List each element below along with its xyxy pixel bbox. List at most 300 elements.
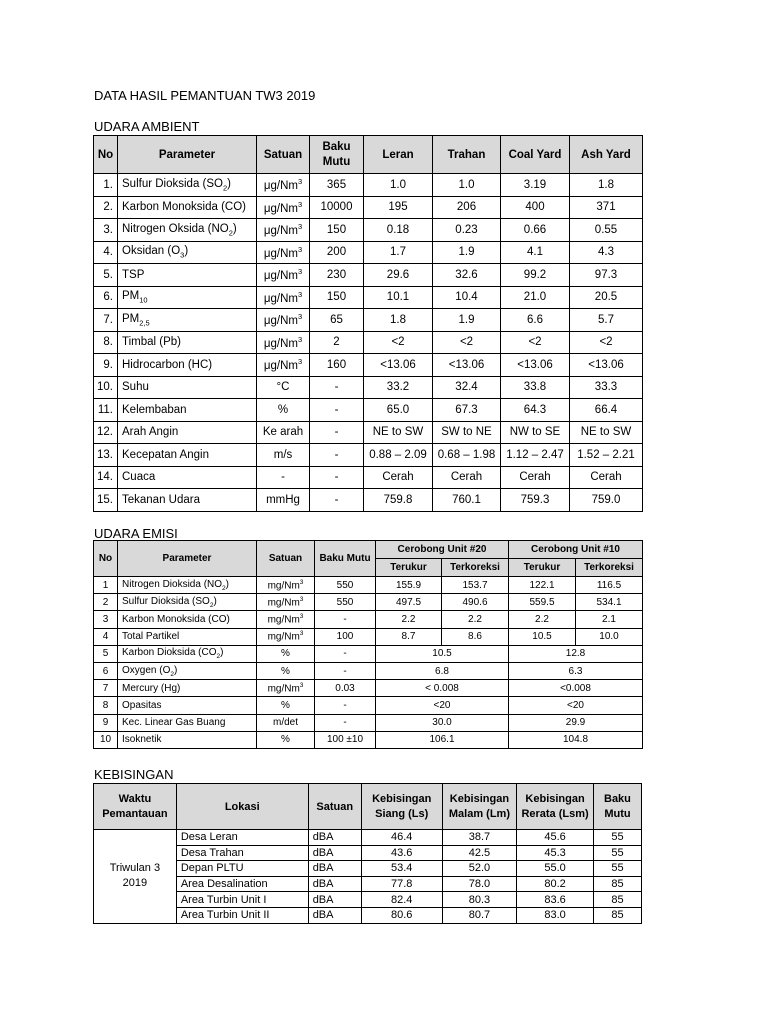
- header-cerobong-10: Cerobong Unit #10: [509, 541, 643, 559]
- baku-mutu-cell: 150: [310, 286, 364, 309]
- unit-superscript: 3: [299, 596, 304, 604]
- parameter-cell: [118, 219, 257, 242]
- table-row: [94, 611, 643, 628]
- ash-yard-cell: 4.3: [570, 241, 643, 264]
- unit-superscript: 3: [297, 357, 303, 367]
- parameter-cell: [118, 376, 257, 399]
- terukur-20-cell: 497.5: [376, 594, 442, 611]
- no-cell: 5.: [94, 264, 118, 287]
- rerata-cell: 83.6: [517, 892, 594, 908]
- parameter-cell: [118, 399, 257, 422]
- unit-text: mg/Nm: [267, 683, 300, 695]
- cerobong-20-cell: <20: [376, 697, 509, 714]
- baku-mutu-cell: -: [310, 444, 364, 467]
- unit-text: μg/Nm: [263, 337, 298, 350]
- header-trahan: Trahan: [433, 136, 501, 174]
- ash-yard-cell: 33.3: [570, 376, 643, 399]
- unit-cell: [257, 264, 310, 287]
- parameter-tail: ): [184, 245, 189, 258]
- baku-mutu-cell: 55: [593, 845, 641, 861]
- parameter-text: Sulfur Dioksida (SO: [122, 177, 223, 190]
- table-row: [94, 196, 643, 219]
- parameter-text: Cuaca: [122, 471, 156, 484]
- baku-mutu-cell: -: [310, 421, 364, 444]
- coal-yard-cell: 400: [501, 196, 570, 219]
- unit-cell: [257, 241, 310, 264]
- no-cell: 15.: [94, 489, 118, 512]
- leran-cell: 10.1: [364, 286, 433, 309]
- unit-superscript: 3: [297, 244, 303, 254]
- no-cell: 1.: [94, 174, 118, 197]
- header-satuan: Satuan: [257, 541, 315, 577]
- parameter-cell: [118, 241, 257, 264]
- unit-cell: [257, 577, 315, 594]
- parameter-tail: ): [213, 595, 217, 607]
- unit-cell: [257, 731, 315, 748]
- lokasi-cell: Desa Trahan: [176, 845, 308, 861]
- cerobong-10-cell: 12.8: [509, 645, 643, 662]
- no-cell: 5: [94, 645, 118, 662]
- table-row: [94, 845, 642, 861]
- header-malam: Kebisingan Malam (Lm): [442, 784, 517, 830]
- unit-cell: [257, 489, 310, 512]
- parameter-cell: [118, 196, 257, 219]
- unit-superscript: 3: [297, 177, 303, 187]
- ash-yard-cell: 1.8: [570, 174, 643, 197]
- ash-yard-cell: 5.7: [570, 309, 643, 332]
- parameter-cell: [118, 680, 257, 697]
- leran-cell: 1.7: [364, 241, 433, 264]
- parameter-cell: [118, 731, 257, 748]
- table-row: [94, 399, 643, 422]
- baku-mutu-cell: 100: [315, 628, 376, 645]
- terkoreksi-20-cell: 490.6: [442, 594, 509, 611]
- leran-cell: 1.8: [364, 309, 433, 332]
- no-cell: 8: [94, 697, 118, 714]
- parameter-subscript: 2: [209, 601, 214, 609]
- unit-superscript: 3: [297, 312, 303, 322]
- lokasi-cell: Desa Leran: [176, 830, 308, 846]
- parameter-text: Arah Angin: [122, 426, 179, 439]
- malam-cell: 42.5: [442, 845, 517, 861]
- table-row: [94, 331, 643, 354]
- header-terkoreksi-10: Terkoreksi: [576, 559, 643, 577]
- baku-mutu-cell: 160: [310, 354, 364, 377]
- table-row: [94, 264, 643, 287]
- parameter-cell: [118, 489, 257, 512]
- leran-cell: 29.6: [364, 264, 433, 287]
- coal-yard-cell: 3.19: [501, 174, 570, 197]
- siang-cell: 53.4: [361, 861, 442, 877]
- unit-text: mg/Nm: [267, 597, 300, 609]
- baku-mutu-cell: 65: [310, 309, 364, 332]
- terukur-10-cell: 2.2: [509, 611, 576, 628]
- parameter-text: PM: [122, 312, 140, 325]
- baku-mutu-cell: -: [310, 376, 364, 399]
- unit-text: μg/Nm: [263, 180, 298, 193]
- table-row: [94, 594, 643, 611]
- ash-yard-cell: 0.55: [570, 219, 643, 242]
- no-cell: 7.: [94, 309, 118, 332]
- coal-yard-cell: 0.66: [501, 219, 570, 242]
- leran-cell: Cerah: [364, 466, 433, 489]
- table-row: [94, 697, 643, 714]
- header-baku-mutu: Baku Mutu: [315, 541, 376, 577]
- ash-yard-cell: 66.4: [570, 399, 643, 422]
- leran-cell: 33.2: [364, 376, 433, 399]
- coal-yard-cell: 99.2: [501, 264, 570, 287]
- table-row: [94, 662, 643, 679]
- trahan-cell: 206: [433, 196, 501, 219]
- terkoreksi-20-cell: 8.6: [442, 628, 509, 645]
- unit-text: m/det: [272, 717, 298, 729]
- ambient-table: [93, 135, 643, 512]
- unit-superscript: 3: [297, 222, 303, 232]
- leran-cell: 1.0: [364, 174, 433, 197]
- unit-text: m/s: [273, 448, 293, 461]
- baku-mutu-cell: 230: [310, 264, 364, 287]
- parameter-cell: [118, 645, 257, 662]
- terukur-20-cell: 8.7: [376, 628, 442, 645]
- ash-yard-cell: 97.3: [570, 264, 643, 287]
- table-row: [94, 309, 643, 332]
- table-row: [94, 466, 643, 489]
- unit-cell: [257, 662, 315, 679]
- baku-mutu-cell: 150: [310, 219, 364, 242]
- header-no: No: [94, 136, 118, 174]
- header-satuan: Satuan: [257, 136, 310, 174]
- table-row: [94, 354, 643, 377]
- trahan-cell: 1.9: [433, 241, 501, 264]
- parameter-subscript: 2: [228, 227, 233, 237]
- table-row: [94, 241, 643, 264]
- unit-text: mg/Nm: [267, 580, 300, 592]
- parameter-cell: [118, 628, 257, 645]
- kebisingan-table: [93, 783, 642, 924]
- coal-yard-cell: <2: [501, 331, 570, 354]
- baku-mutu-cell: 0.03: [315, 680, 376, 697]
- parameter-cell: [118, 286, 257, 309]
- parameter-cell: [118, 354, 257, 377]
- header-waktu: Waktu Pemantauan: [94, 784, 177, 830]
- leran-cell: NE to SW: [364, 421, 433, 444]
- section-title-emisi: UDARA EMISI: [94, 526, 178, 541]
- table-row: [94, 376, 643, 399]
- header-parameter: Parameter: [118, 136, 257, 174]
- coal-yard-cell: 1.12 – 2.47: [501, 444, 570, 467]
- table-row: [94, 444, 643, 467]
- table-row: [94, 830, 642, 846]
- no-cell: 10.: [94, 376, 118, 399]
- parameter-text: Sulfur Dioksida (SO: [122, 595, 210, 607]
- no-cell: 4.: [94, 241, 118, 264]
- parameter-cell: [118, 331, 257, 354]
- unit-text: mmHg: [266, 493, 300, 506]
- coal-yard-cell: <13.06: [501, 354, 570, 377]
- baku-mutu-cell: -: [315, 714, 376, 731]
- baku-mutu-cell: 85: [593, 876, 641, 892]
- parameter-text: Karbon Dioksida (CO: [122, 647, 217, 659]
- leran-cell: 759.8: [364, 489, 433, 512]
- parameter-text: Timbal (Pb): [122, 336, 181, 349]
- satuan-cell: dBA: [308, 830, 361, 846]
- unit-superscript: 3: [299, 682, 304, 690]
- table-row: [94, 714, 643, 731]
- unit-text: μg/Nm: [263, 360, 298, 373]
- parameter-text: Nitrogen Dioksida (NO: [122, 578, 223, 590]
- baku-mutu-cell: 550: [315, 594, 376, 611]
- ash-yard-cell: 20.5: [570, 286, 643, 309]
- cerobong-10-cell: <0.008: [509, 680, 643, 697]
- header-lokasi: Lokasi: [176, 784, 308, 830]
- unit-text: %: [281, 648, 290, 660]
- unit-text: mg/Nm: [267, 631, 300, 643]
- parameter-subscript: 10: [139, 295, 148, 305]
- no-cell: 1: [94, 577, 118, 594]
- parameter-tail: ): [220, 647, 224, 659]
- no-cell: 12.: [94, 421, 118, 444]
- leran-cell: <2: [364, 331, 433, 354]
- header-ash-yard: Ash Yard: [570, 136, 643, 174]
- lokasi-cell: Area Desalination: [176, 876, 308, 892]
- parameter-cell: [118, 594, 257, 611]
- trahan-cell: <13.06: [433, 354, 501, 377]
- trahan-cell: 1.9: [433, 309, 501, 332]
- header-baku-mutu: Baku Mutu: [310, 136, 364, 174]
- trahan-cell: Cerah: [433, 466, 501, 489]
- unit-text: μg/Nm: [263, 270, 298, 283]
- unit-cell: [257, 174, 310, 197]
- header-satuan: Satuan: [308, 784, 361, 830]
- leran-cell: 0.88 – 2.09: [364, 444, 433, 467]
- cerobong-10-cell: 29.9: [509, 714, 643, 731]
- no-cell: 3: [94, 611, 118, 628]
- unit-text: %: [281, 665, 290, 677]
- rerata-cell: 55.0: [517, 861, 594, 877]
- baku-mutu-cell: -: [310, 399, 364, 422]
- ambient-header-row: [94, 136, 643, 174]
- cerobong-10-cell: 104.8: [509, 731, 643, 748]
- parameter-text: Mercury (Hg): [122, 682, 181, 694]
- baku-mutu-cell: 365: [310, 174, 364, 197]
- terukur-20-cell: 2.2: [376, 611, 442, 628]
- unit-cell: [257, 196, 310, 219]
- page-title: DATA HASIL PEMANTUAN TW3 2019: [94, 88, 316, 103]
- malam-cell: 52.0: [442, 861, 517, 877]
- terkoreksi-20-cell: 2.2: [442, 611, 509, 628]
- baku-mutu-cell: 85: [593, 907, 641, 923]
- unit-text: -: [281, 471, 285, 484]
- ash-yard-cell: <13.06: [570, 354, 643, 377]
- parameter-tail: ): [225, 578, 230, 590]
- parameter-text: Hidrocarbon (HC): [122, 358, 213, 371]
- parameter-text: TSP: [122, 268, 145, 281]
- baku-mutu-cell: -: [310, 489, 364, 512]
- ash-yard-cell: NE to SW: [570, 421, 643, 444]
- table-row: [94, 680, 643, 697]
- header-rerata: Kebisingan Rerata (Lsm): [517, 784, 594, 830]
- table-row: [94, 628, 643, 645]
- coal-yard-cell: 33.8: [501, 376, 570, 399]
- unit-cell: [257, 680, 315, 697]
- unit-text: μg/Nm: [263, 225, 298, 238]
- baku-mutu-cell: 100 ±10: [315, 731, 376, 748]
- parameter-cell: [118, 611, 257, 628]
- unit-cell: [257, 399, 310, 422]
- header-no: No: [94, 541, 118, 577]
- unit-superscript: 3: [299, 630, 304, 638]
- baku-mutu-cell: -: [315, 611, 376, 628]
- no-cell: 9: [94, 714, 118, 731]
- terukur-10-cell: 122.1: [509, 577, 576, 594]
- coal-yard-cell: 6.6: [501, 309, 570, 332]
- satuan-cell: dBA: [308, 907, 361, 923]
- parameter-subscript: 3: [180, 250, 185, 260]
- unit-cell: [257, 421, 310, 444]
- ash-yard-cell: 759.0: [570, 489, 643, 512]
- leran-cell: <13.06: [364, 354, 433, 377]
- rerata-cell: 83.0: [517, 907, 594, 923]
- coal-yard-cell: 4.1: [501, 241, 570, 264]
- unit-text: %: [281, 734, 290, 746]
- parameter-text: Oksidan (O: [122, 245, 181, 258]
- table-row: [94, 489, 643, 512]
- lokasi-cell: Area Turbin Unit II: [176, 907, 308, 923]
- malam-cell: 80.3: [442, 892, 517, 908]
- parameter-subscript: 2: [222, 584, 226, 592]
- parameter-text: Opasitas: [122, 699, 162, 711]
- terukur-10-cell: 559.5: [509, 594, 576, 611]
- parameter-tail: ): [173, 664, 178, 676]
- parameter-text: Nitrogen Oksida (NO: [122, 222, 229, 235]
- cerobong-20-cell: 6.8: [376, 662, 509, 679]
- header-cerobong-20: Cerobong Unit #20: [376, 541, 509, 559]
- trahan-cell: 760.1: [433, 489, 501, 512]
- parameter-text: Karbon Monoksida (CO): [122, 201, 246, 214]
- unit-cell: [257, 628, 315, 645]
- no-cell: 8.: [94, 331, 118, 354]
- table-row: [94, 876, 642, 892]
- cerobong-10-cell: <20: [509, 697, 643, 714]
- period-cell: Triwulan 3 2019: [94, 830, 177, 924]
- ash-yard-cell: 371: [570, 196, 643, 219]
- unit-text: μg/Nm: [263, 292, 298, 305]
- header-parameter: Parameter: [118, 541, 257, 577]
- no-cell: 13.: [94, 444, 118, 467]
- terukur-10-cell: 10.5: [509, 628, 576, 645]
- parameter-text: Kec. Linear Gas Buang: [122, 717, 226, 729]
- table-row: [94, 645, 643, 662]
- table-row: [94, 907, 642, 923]
- siang-cell: 80.6: [361, 907, 442, 923]
- unit-cell: [257, 466, 310, 489]
- ash-yard-cell: <2: [570, 331, 643, 354]
- parameter-cell: [118, 309, 257, 332]
- terkoreksi-10-cell: 10.0: [576, 628, 643, 645]
- unit-text: Ke arah: [262, 426, 304, 439]
- unit-cell: [257, 354, 310, 377]
- unit-text: °C: [276, 381, 290, 394]
- parameter-subscript: 2,5: [139, 317, 150, 327]
- unit-superscript: 3: [299, 578, 304, 586]
- terkoreksi-10-cell: 534.1: [576, 594, 643, 611]
- unit-cell: [257, 697, 315, 714]
- baku-mutu-cell: -: [315, 662, 376, 679]
- table-row: [94, 731, 643, 748]
- coal-yard-cell: 64.3: [501, 399, 570, 422]
- satuan-cell: dBA: [308, 892, 361, 908]
- unit-superscript: 3: [297, 267, 303, 277]
- trahan-cell: 1.0: [433, 174, 501, 197]
- malam-cell: 38.7: [442, 830, 517, 846]
- unit-text: mg/Nm: [267, 614, 300, 626]
- trahan-cell: 67.3: [433, 399, 501, 422]
- coal-yard-cell: NW to SE: [501, 421, 570, 444]
- unit-cell: [257, 645, 315, 662]
- baku-mutu-cell: 55: [593, 830, 641, 846]
- unit-cell: [257, 594, 315, 611]
- parameter-subscript: 2: [216, 653, 221, 661]
- no-cell: 10: [94, 731, 118, 748]
- parameter-text: Isoknetik: [122, 734, 162, 746]
- parameter-cell: [118, 444, 257, 467]
- parameter-tail: ): [232, 222, 237, 235]
- no-cell: 2.: [94, 196, 118, 219]
- unit-cell: [257, 611, 315, 628]
- parameter-cell: [118, 697, 257, 714]
- baku-mutu-cell: -: [315, 697, 376, 714]
- baku-mutu-cell: 2: [310, 331, 364, 354]
- no-cell: 3.: [94, 219, 118, 242]
- unit-superscript: 3: [297, 289, 303, 299]
- unit-cell: [257, 376, 310, 399]
- satuan-cell: dBA: [308, 845, 361, 861]
- lokasi-cell: Depan PLTU: [176, 861, 308, 877]
- unit-text: μg/Nm: [263, 202, 298, 215]
- trahan-cell: 32.6: [433, 264, 501, 287]
- siang-cell: 82.4: [361, 892, 442, 908]
- cerobong-20-cell: < 0.008: [376, 680, 509, 697]
- no-cell: 14.: [94, 466, 118, 489]
- terukur-20-cell: 155.9: [376, 577, 442, 594]
- table-row: [94, 577, 643, 594]
- parameter-cell: [118, 466, 257, 489]
- table-row: [94, 861, 642, 877]
- table-row: [94, 219, 643, 242]
- section-title-kebisingan: KEBISINGAN: [94, 767, 174, 782]
- baku-mutu-cell: 10000: [310, 196, 364, 219]
- malam-cell: 80.7: [442, 907, 517, 923]
- header-siang: Kebisingan Siang (Ls): [361, 784, 442, 830]
- siang-cell: 77.8: [361, 876, 442, 892]
- parameter-cell: [118, 662, 257, 679]
- trahan-cell: 10.4: [433, 286, 501, 309]
- table-row: [94, 286, 643, 309]
- ash-yard-cell: 1.52 – 2.21: [570, 444, 643, 467]
- parameter-cell: [118, 577, 257, 594]
- terkoreksi-20-cell: 153.7: [442, 577, 509, 594]
- unit-cell: [257, 444, 310, 467]
- unit-superscript: 3: [297, 199, 303, 209]
- table-row: [94, 892, 642, 908]
- trahan-cell: 0.23: [433, 219, 501, 242]
- terkoreksi-10-cell: 116.5: [576, 577, 643, 594]
- leran-cell: 65.0: [364, 399, 433, 422]
- parameter-text: Total Partikel: [122, 631, 180, 643]
- cerobong-20-cell: 106.1: [376, 731, 509, 748]
- header-terukur-10: Terukur: [509, 559, 576, 577]
- leran-cell: 195: [364, 196, 433, 219]
